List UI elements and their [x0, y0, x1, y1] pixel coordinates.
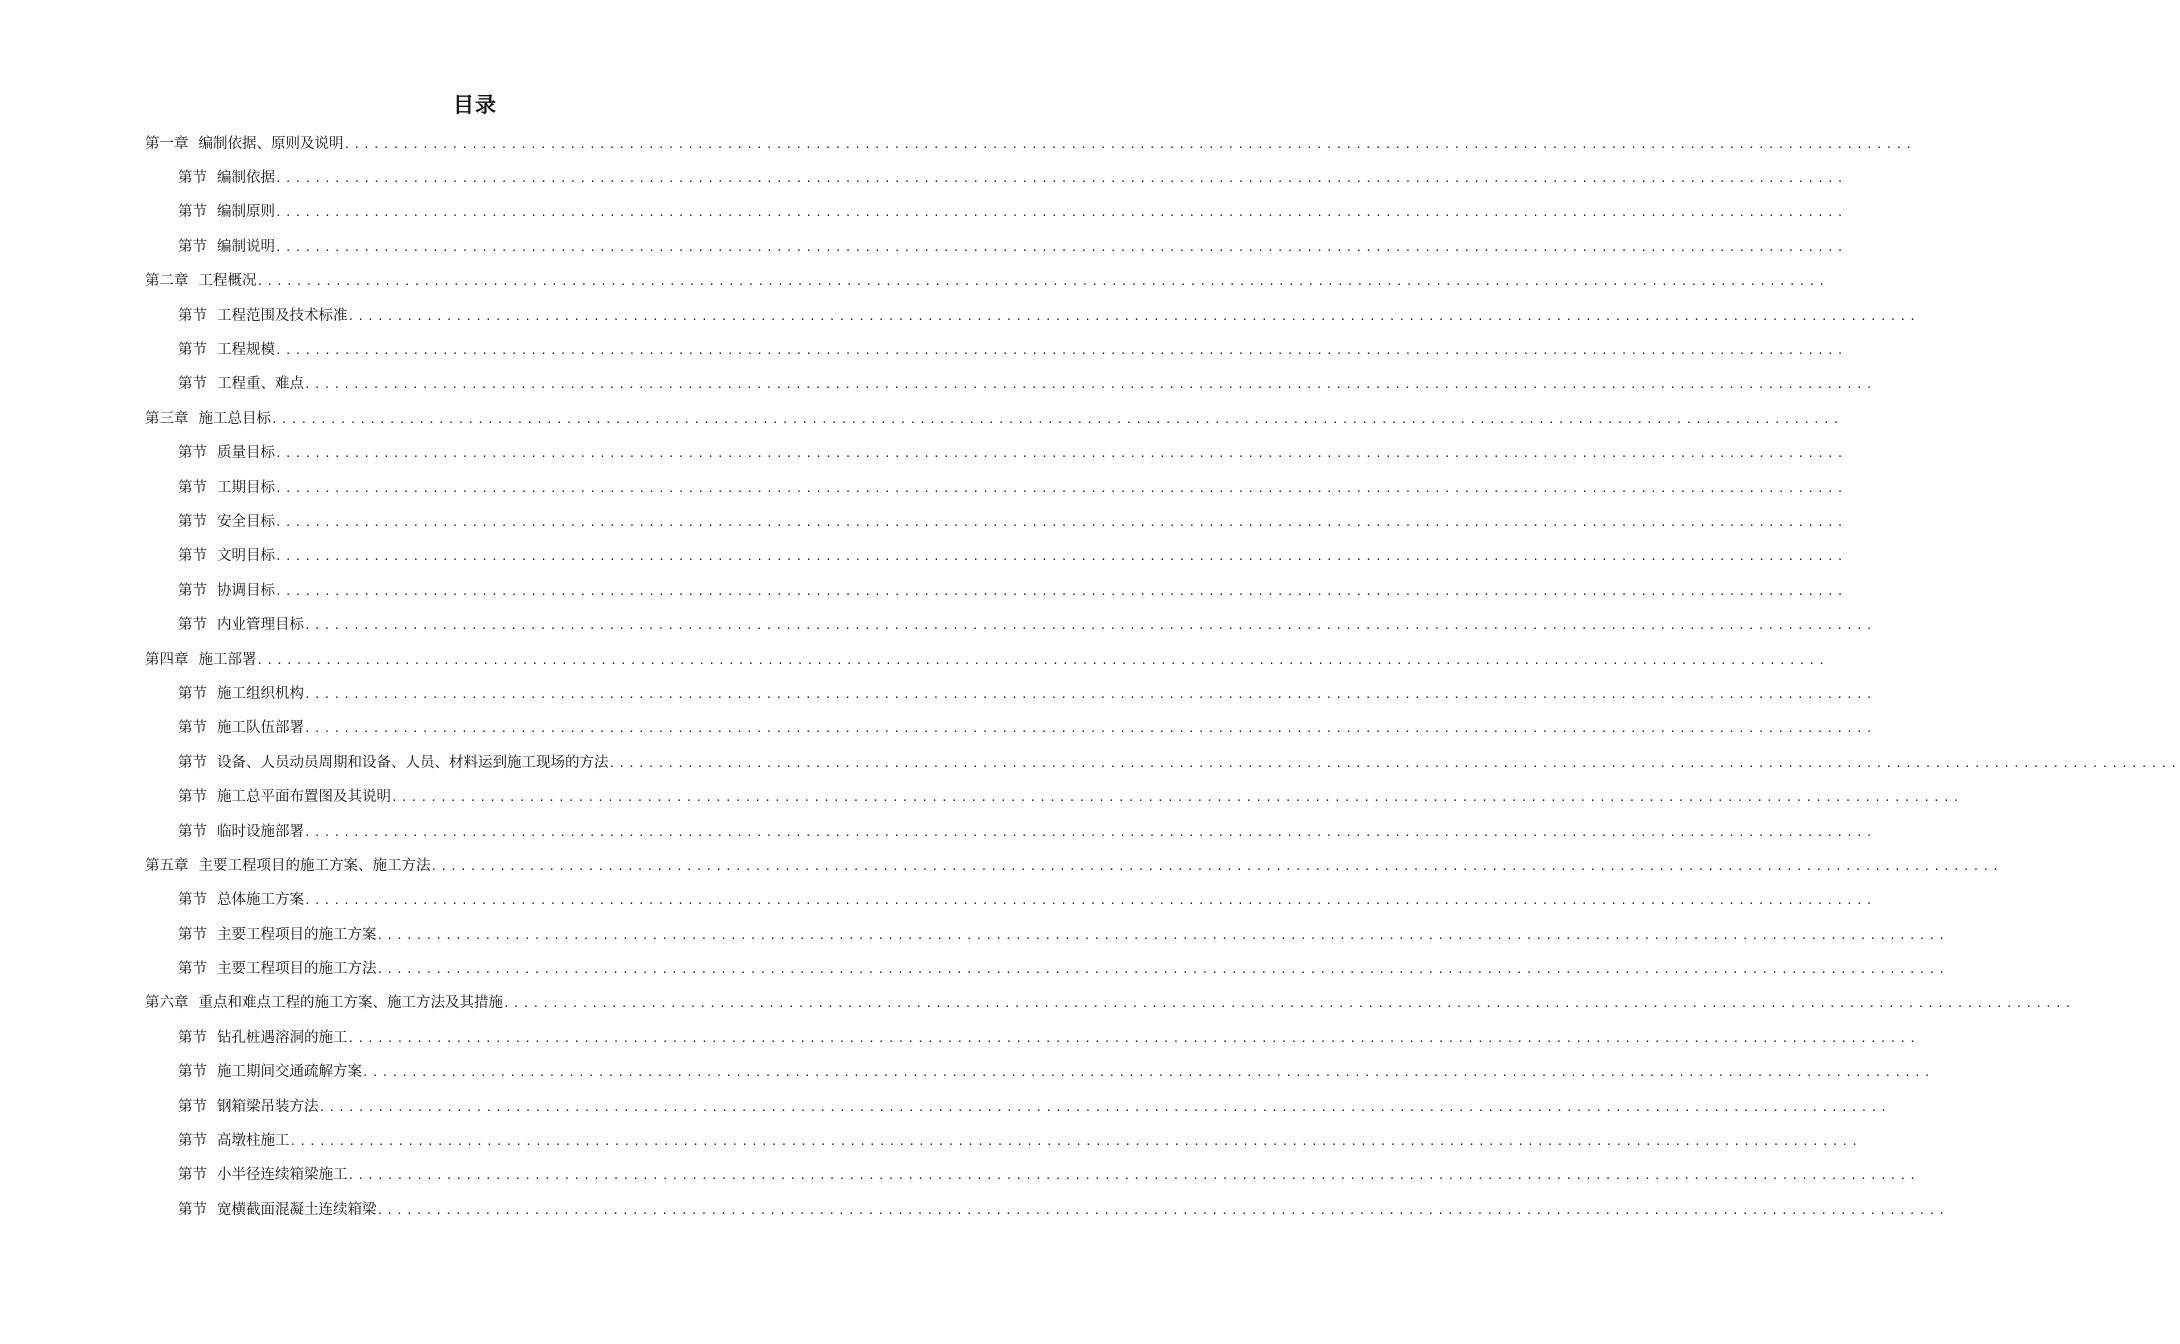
toc-entry-title: 宽横截面混凝土连续箱梁 [217, 1201, 377, 1218]
toc-section-entry[interactable] [0, 1124, 1862, 1158]
dot-leader: ................................................................................................................................................................ [304, 894, 1876, 908]
toc-section-entry[interactable] [0, 1193, 1949, 1227]
toc-entry-number: 第节 [178, 617, 207, 634]
toc-section-entry[interactable] [0, 333, 1847, 367]
toc-entry-title: 工期目标 [217, 479, 275, 496]
toc-entry-line [178, 478, 1847, 499]
dot-leader: ................................................................................................................................................................ [289, 1135, 1862, 1149]
toc-entry-title: 主要工程项目的施工方案、施工方法 [198, 857, 431, 874]
toc-entry-line [178, 443, 1847, 464]
toc-section-entry[interactable] [0, 1159, 1920, 1193]
toc-entry-number: 第节 [178, 1133, 207, 1150]
toc-entry-line [178, 581, 1847, 602]
toc-entry-number: 第节 [178, 204, 207, 221]
toc-entry-title: 工程范围及技术标准 [217, 307, 348, 324]
toc-entry-line [178, 237, 1847, 258]
dot-leader: ................................................................................................................................................................ [275, 481, 1847, 495]
toc-section-entry[interactable] [0, 677, 1876, 711]
toc-entry-number: 第三章 [145, 410, 189, 427]
toc-entry-number: 第节 [178, 892, 207, 909]
dot-leader: ................................................................................................................................................................ [376, 928, 1949, 942]
toc-entry-number: 第节 [178, 789, 207, 806]
toc-section-entry[interactable] [0, 196, 1847, 230]
toc-entry-title: 施工队伍部署 [217, 720, 304, 737]
toc-entry-line [178, 512, 1847, 533]
toc-entry-title: 施工期间交通疏解方案 [217, 1064, 362, 1081]
toc-entry-number: 第节 [178, 720, 207, 737]
toc-chapter-entry[interactable] [0, 987, 2075, 1021]
toc-entry-line [178, 959, 1949, 980]
toc-entry-line [145, 856, 2003, 877]
toc-entry-line [145, 271, 1829, 292]
toc-section-entry[interactable] [0, 471, 1847, 505]
toc-entry-number: 第节 [178, 342, 207, 359]
toc-entry-title: 安全目标 [217, 513, 275, 530]
dot-leader: ................................................................................................................................................................ [503, 997, 2075, 1011]
toc-entry-title: 协调目标 [217, 582, 275, 599]
toc-section-entry[interactable] [0, 505, 1847, 539]
toc-entry-number: 第节 [178, 1201, 207, 1218]
toc-entry-line [178, 1131, 1862, 1152]
toc-entry-line [178, 1062, 1934, 1083]
toc-entry-line [178, 202, 1847, 223]
toc-section-entry[interactable] [0, 608, 1876, 642]
toc-entry-line [178, 890, 1876, 911]
toc-entry-title: 临时设施部署 [217, 823, 304, 840]
toc-entry-line [178, 306, 1920, 327]
toc-entry-number: 第节 [178, 926, 207, 943]
toc-chapter-entry[interactable] [0, 402, 1843, 436]
dot-leader: ................................................................................................................................................................ [304, 825, 1876, 839]
dot-leader: ................................................................................................................................................................ [362, 1066, 1934, 1080]
page-title: 目录 [453, 93, 497, 117]
toc-section-entry[interactable] [0, 299, 1920, 333]
toc-entry-title: 工程规模 [217, 342, 275, 359]
toc-entry-number: 第节 [178, 170, 207, 187]
dot-leader: ................................................................................................................................................................ [304, 687, 1876, 701]
toc-entry-number: 第节 [178, 1167, 207, 1184]
dot-leader: ................................................................................................................................................................ [608, 756, 2180, 770]
toc-entry-title: 内业管理目标 [217, 617, 304, 634]
toc-entry-line [178, 1028, 1920, 1049]
toc-entry-title: 质量目标 [217, 445, 275, 462]
toc-section-entry[interactable] [0, 780, 1963, 814]
toc-entry-title: 重点和难点工程的施工方案、施工方法及其措施 [198, 995, 503, 1012]
toc-entry-number: 第节 [178, 445, 207, 462]
toc-entry-title: 主要工程项目的施工方法 [217, 961, 377, 978]
toc-entry-title: 高墩柱施工 [217, 1133, 290, 1150]
toc-entry-title: 小半径连续箱梁施工 [217, 1167, 348, 1184]
dot-leader: ................................................................................................................................................................ [275, 550, 1847, 564]
toc-entry-line [178, 925, 1949, 946]
toc-section-entry[interactable] [0, 884, 1876, 918]
toc-entry-title: 工程概况 [198, 273, 257, 290]
toc-entry-line [145, 993, 2075, 1014]
toc-section-entry[interactable] [0, 1090, 1891, 1124]
toc-entry-number: 第节 [178, 754, 207, 771]
toc-entry-line [145, 409, 1843, 430]
toc-entry-number: 第节 [178, 961, 207, 978]
toc-entry-number: 第节 [178, 1029, 207, 1046]
toc-entry-number: 第五章 [145, 857, 189, 874]
dot-leader: ................................................................................................................................................................ [271, 412, 1843, 426]
toc-entry-number: 第节 [178, 307, 207, 324]
toc-section-entry[interactable] [0, 918, 1949, 952]
dot-leader: ................................................................................................................................................................ [391, 791, 1963, 805]
toc-entry-line [178, 822, 1876, 843]
dot-leader: ................................................................................................................................................................ [275, 344, 1847, 358]
toc-entry-title: 施工组织机构 [217, 685, 304, 702]
toc-entry-number: 第节 [178, 582, 207, 599]
toc-section-entry[interactable] [0, 540, 1847, 574]
toc-section-entry[interactable] [0, 574, 1847, 608]
toc-entry-line [178, 1097, 1891, 1118]
dot-leader: ................................................................................................................................................................ [347, 1169, 1920, 1183]
dot-leader: ................................................................................................................................................................ [376, 1203, 1949, 1217]
toc-entry-title: 施工总平面布置图及其说明 [217, 789, 391, 806]
toc-chapter-entry[interactable] [0, 127, 1916, 161]
toc-chapter-entry[interactable] [0, 643, 1829, 677]
toc-entry-line [178, 546, 1847, 567]
toc-entry-title: 编制说明 [217, 238, 275, 255]
dot-leader: ................................................................................................................................................................ [304, 722, 1876, 736]
toc-entry-number: 第六章 [145, 995, 189, 1012]
dot-leader: ................................................................................................................................................................ [275, 240, 1847, 254]
dot-leader: ................................................................................................................................................................ [376, 963, 1949, 977]
toc-chapter-entry[interactable] [0, 265, 1829, 299]
toc-entry-number: 第节 [178, 1064, 207, 1081]
toc-entry-line [145, 134, 1916, 155]
toc-entry-line [145, 650, 1829, 671]
toc-entry-number: 第节 [178, 376, 207, 393]
toc-section-entry[interactable] [0, 437, 1847, 471]
toc-entry-line [178, 168, 1847, 189]
toc-entry-number: 第节 [178, 238, 207, 255]
toc-entry-title: 施工部署 [198, 651, 257, 668]
toc-entry-number: 第节 [178, 479, 207, 496]
toc-entry-number: 第节 [178, 548, 207, 565]
toc-entry-title: 施工总目标 [198, 410, 271, 427]
toc-entry-number: 第节 [178, 823, 207, 840]
toc-section-entry[interactable] [0, 1021, 1920, 1055]
toc-entry-number: 第节 [178, 1098, 207, 1115]
toc-entry-number: 第四章 [145, 651, 189, 668]
toc-entry-title: 总体施工方案 [217, 892, 304, 909]
toc-entry-line [178, 787, 1963, 808]
toc-entry-line [178, 340, 1847, 361]
dot-leader: ................................................................................................................................................................ [256, 275, 1829, 289]
toc-entry-number: 第节 [178, 685, 207, 702]
toc-entry-title: 文明目标 [217, 548, 275, 565]
toc-section-entry[interactable] [0, 230, 1847, 264]
toc-section-entry[interactable] [0, 161, 1847, 195]
dot-leader: ................................................................................................................................................................ [275, 515, 1847, 529]
toc-entry-line [178, 684, 1876, 705]
dot-leader: ................................................................................................................................................................ [275, 206, 1847, 220]
dot-leader: ................................................................................................................................................................ [304, 378, 1876, 392]
dot-leader: ................................................................................................................................................................ [275, 584, 1847, 598]
toc-entry-line [178, 1200, 1949, 1221]
toc-entry-title: 编制依据、原则及说明 [198, 135, 344, 152]
toc-entry-number: 第一章 [145, 135, 189, 152]
dot-leader: ................................................................................................................................................................ [430, 859, 2003, 873]
toc-entry-line [178, 753, 2180, 774]
toc-entry-line [178, 374, 1876, 395]
toc-section-entry[interactable] [0, 368, 1876, 402]
dot-leader: ................................................................................................................................................................ [256, 653, 1829, 667]
toc-entry-title: 设备、人员动员周期和设备、人员、材料运到施工现场的方法 [217, 754, 609, 771]
toc-entry-title: 编制原则 [217, 204, 275, 221]
toc-entry-title: 钢箱梁吊装方法 [217, 1098, 319, 1115]
toc-section-entry[interactable] [0, 952, 1949, 986]
toc-entry-title: 编制依据 [217, 170, 275, 187]
dot-leader: ................................................................................................................................................................ [318, 1100, 1891, 1114]
dot-leader: ................................................................................................................................................................ [275, 172, 1847, 186]
toc-section-entry[interactable] [0, 1056, 1934, 1090]
dot-leader: ................................................................................................................................................................ [347, 1031, 1920, 1045]
toc-chapter-entry[interactable] [0, 849, 2003, 883]
toc-entry-line [178, 615, 1876, 636]
toc-section-entry[interactable] [0, 746, 2180, 780]
toc-entry-line [178, 718, 1876, 739]
toc-entry-title: 钻孔桩遇溶洞的施工 [217, 1029, 348, 1046]
dot-leader: ................................................................................................................................................................ [343, 137, 1916, 151]
dot-leader: ................................................................................................................................................................ [275, 447, 1847, 461]
toc-entry-line [178, 1165, 1920, 1186]
table-of-contents [0, 127, 2180, 1228]
toc-entry-number: 第二章 [145, 273, 189, 290]
toc-entry-title: 工程重、难点 [217, 376, 304, 393]
toc-entry-title: 主要工程项目的施工方案 [217, 926, 377, 943]
dot-leader: ................................................................................................................................................................ [347, 309, 1920, 323]
toc-entry-number: 第节 [178, 513, 207, 530]
dot-leader: ................................................................................................................................................................ [304, 619, 1876, 633]
toc-section-entry[interactable] [0, 712, 1876, 746]
toc-section-entry[interactable] [0, 815, 1876, 849]
